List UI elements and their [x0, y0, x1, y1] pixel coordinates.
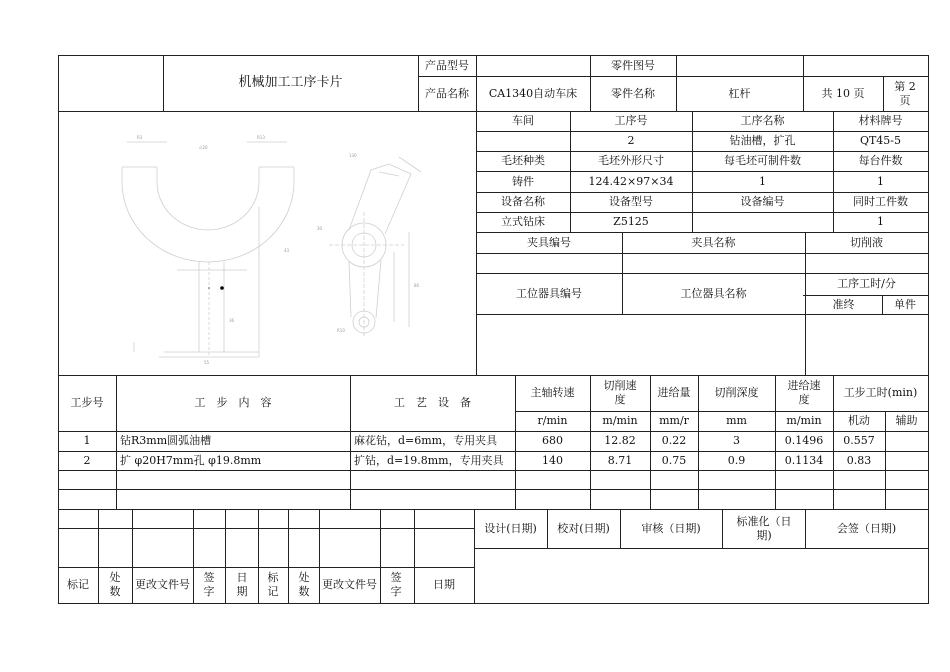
parts-per-unit-label: 每台件数 — [858, 154, 903, 167]
feed-unit: mm/r — [659, 414, 689, 427]
material-value: QT45-5 — [859, 134, 902, 147]
svg-text:80: 80 — [414, 283, 420, 288]
equipment-no-label: 设备编号 — [740, 195, 785, 208]
blank-type-label: 毛坯种类 — [501, 154, 545, 167]
table-row-1-no: 1 — [83, 434, 91, 447]
process-no-label: 工序号 — [614, 114, 648, 127]
table-row-1-spindle: 680 — [542, 434, 563, 447]
svg-text:R13: R13 — [257, 135, 265, 140]
unit-time-label: 单件 — [894, 297, 916, 311]
equipment-name-value: 立式钻床 — [501, 215, 545, 228]
table-row-2-cut-speed: 8.71 — [607, 453, 633, 467]
card-title: 机械加工工序卡片 — [238, 75, 343, 90]
cutting-speed-unit: m/min — [602, 414, 638, 427]
change-doc-label-2: 更改文件号 — [322, 578, 377, 591]
blank-size-value: 124.42×97×34 — [588, 174, 674, 188]
design-date-label: 设计(日期) — [484, 521, 537, 535]
simultaneous-value: 1 — [877, 215, 884, 228]
svg-text:43: 43 — [284, 248, 290, 253]
svg-text:R10: R10 — [337, 328, 345, 333]
station-tool-no-label: 工位器具编号 — [516, 286, 582, 300]
blank-size-label: 毛坯外形尺寸 — [598, 154, 664, 167]
part-name-label: 零件名称 — [611, 86, 655, 100]
svg-text:∅20: ∅20 — [199, 145, 208, 150]
equipment-name-label: 设备名称 — [501, 195, 545, 208]
fixture-name-label: 夹具名称 — [691, 235, 736, 249]
fixture-no-label: 夹具编号 — [527, 235, 571, 249]
page-number: 第 2 页 — [894, 79, 916, 107]
spindle-speed-unit: r/min — [537, 414, 568, 427]
process-time-label: 工序工时/分 — [837, 277, 896, 290]
product-model-label: 产品型号 — [425, 58, 469, 72]
place-count-label-2: 处数 — [298, 571, 310, 598]
svg-text:130: 130 — [349, 153, 357, 158]
step-no-header: 工步号 — [70, 396, 104, 409]
svg-text:55: 55 — [204, 360, 210, 365]
material-label: 材料牌号 — [858, 114, 903, 127]
part-drawing-no-label: 零件图号 — [611, 58, 655, 72]
machine-time-unit: 机动 — [848, 414, 870, 427]
table-row-1-depth: 3 — [733, 434, 740, 447]
product-name-label: 产品名称 — [425, 86, 469, 100]
equipment-model-label: 设备型号 — [609, 195, 653, 208]
depth-unit: mm — [726, 414, 747, 427]
table-row-1-equipment: 麻花钻，d=6mm，专用夹具 — [354, 434, 498, 447]
part-name-value: 杠杆 — [728, 86, 751, 100]
parts-per-blank-value: 1 — [759, 174, 766, 188]
step-content-header: 工 步 内 容 — [194, 396, 272, 409]
feed-speed-header: 进给速度 — [787, 379, 821, 406]
total-pages: 共 10 页 — [821, 86, 865, 100]
parts-per-unit-value: 1 — [877, 174, 884, 188]
station-tool-name-label: 工位器具名称 — [680, 286, 747, 300]
product-name-value: CA1340自动车床 — [488, 86, 578, 100]
review-date-label: 审核（日期) — [641, 521, 701, 535]
table-row-1-feed-speed: 0.1496 — [784, 434, 824, 447]
simultaneous-label: 同时工件数 — [853, 195, 908, 208]
parts-per-blank-label: 每毛坯可制件数 — [724, 154, 801, 167]
countersign-date-label: 会签（日期) — [836, 521, 897, 535]
sign-label: 签字 — [203, 571, 215, 598]
table-row-2-feed: 0.75 — [661, 453, 687, 467]
svg-text:30: 30 — [317, 226, 323, 231]
aux-time-unit: 辅助 — [895, 414, 918, 427]
mark-label: 标记 — [67, 578, 89, 591]
svg-text:R3: R3 — [137, 135, 143, 140]
place-count-label: 处数 — [109, 571, 121, 598]
table-row-2-feed-speed: 0.1134 — [784, 453, 824, 467]
check-date-label: 校对(日期) — [557, 521, 610, 535]
cutting-speed-header: 切削速度 — [603, 379, 637, 406]
depth-header: 切削深度 — [714, 386, 759, 399]
table-row-2-equipment: 扩钻，d=19.8mm，专用夹具 — [354, 453, 504, 467]
table-row-2-no: 2 — [83, 453, 91, 467]
mark-label-2: 标记 — [267, 571, 279, 598]
table-row-2-spindle: 140 — [542, 453, 563, 467]
date-label: 日期 — [236, 571, 248, 598]
process-name-label: 工序名称 — [740, 114, 785, 127]
svg-text:36: 36 — [229, 318, 235, 323]
table-row-1-machine: 0.557 — [843, 434, 875, 447]
sign-label-2: 签字 — [390, 571, 402, 598]
date-label-full: 日期 — [433, 578, 455, 591]
table-row-1-content: 钻R3mm圆弧油槽 — [120, 434, 212, 447]
standardize-date-label: 标准化（日期) — [736, 514, 792, 542]
table-row-1-feed: 0.22 — [661, 434, 687, 447]
spindle-speed-header: 主轴转速 — [530, 386, 575, 399]
process-no-value: 2 — [627, 134, 635, 147]
blank-type-value: 铸件 — [512, 174, 534, 188]
step-time-header: 工步工时(min) — [843, 386, 918, 399]
prep-time-label: 准终 — [832, 297, 855, 311]
workshop-label: 车间 — [512, 114, 534, 127]
feed-header: 进给量 — [657, 386, 691, 399]
table-row-2-machine: 0.83 — [846, 453, 872, 467]
part-drawing — [59, 112, 475, 374]
table-row-1-cut-speed: 12.82 — [604, 434, 636, 447]
table-row-2-depth: 0.9 — [727, 453, 746, 467]
process-name-value: 钻油槽，扩孔 — [729, 134, 796, 147]
change-doc-label: 更改文件号 — [135, 578, 190, 591]
step-equipment-header: 工 艺 设 备 — [394, 396, 471, 409]
equipment-model-value: Z5125 — [613, 215, 649, 228]
table-row-2-content: 扩 φ20H7mm孔 φ19.8mm — [120, 453, 262, 467]
feed-speed-unit: m/min — [786, 414, 822, 427]
coolant-label: 切削液 — [850, 235, 883, 249]
